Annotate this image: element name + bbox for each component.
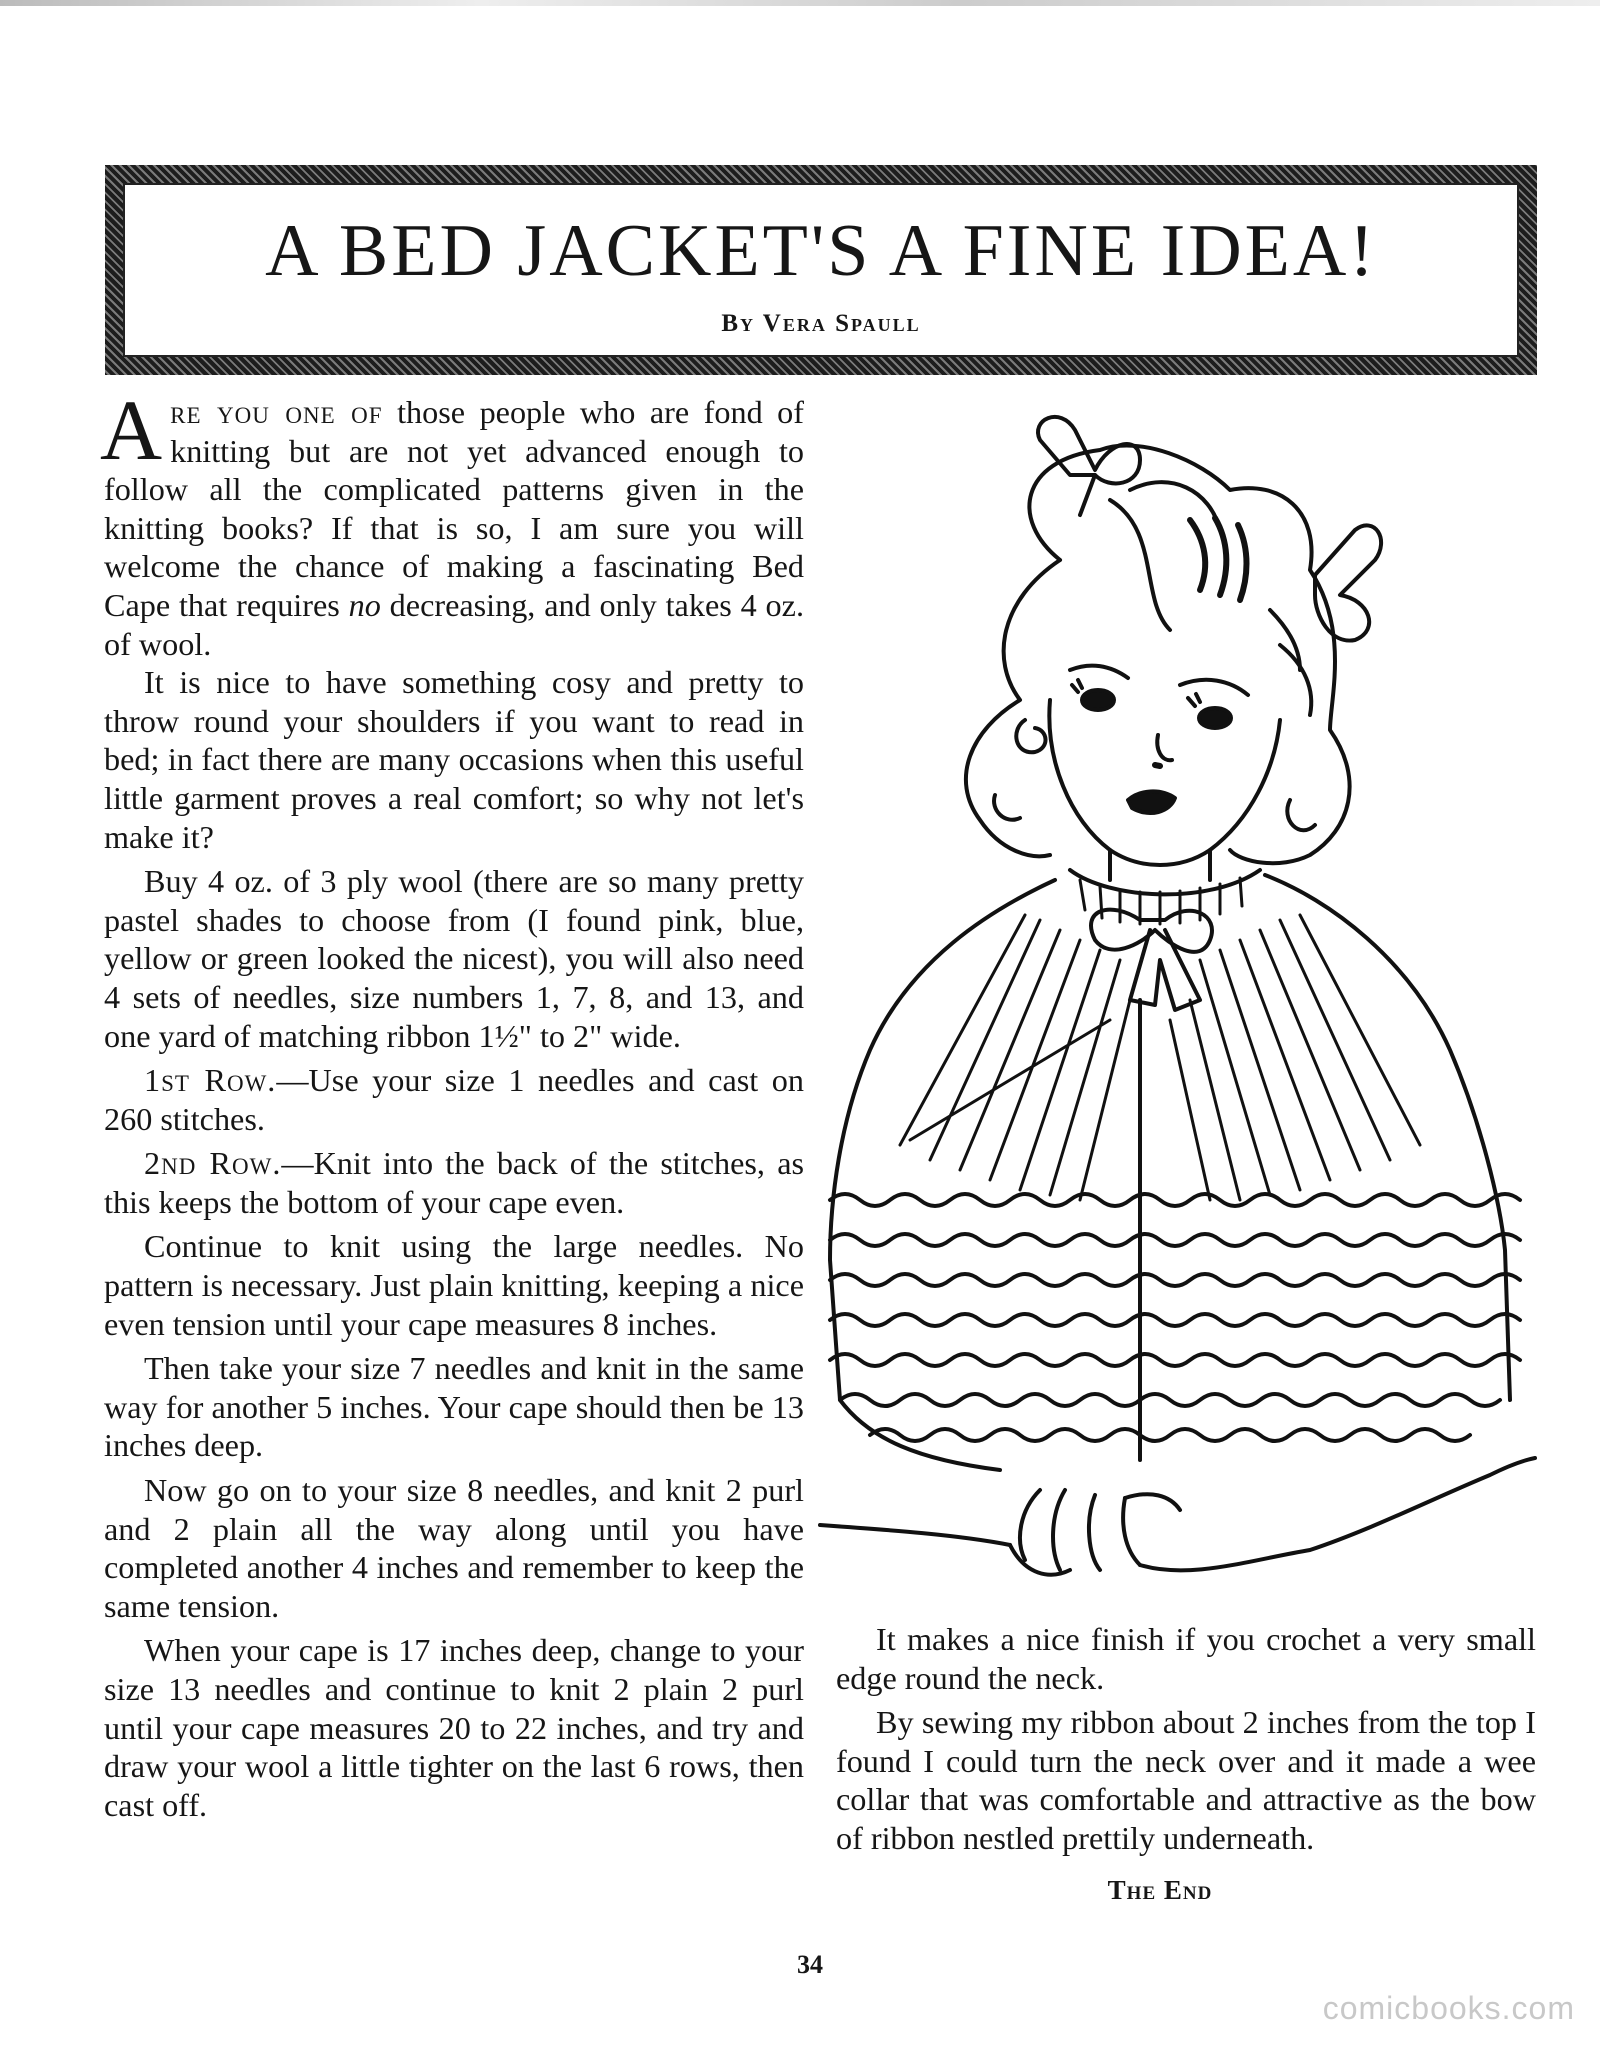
body-paragraph: It is nice to have something cosy and pretty to throw round your shoulders if you want to read in bed; in fact there are many occasions when this useful little garment proves a real comfort; so why not let's make it? [104, 664, 804, 855]
body-paragraph: Now go on to your size 8 needles, and knit 2 purl and 2 plain all the way along until you have completed another 4 inches and remember to keep the same tension. [104, 1472, 804, 1624]
row-label: 2nd Row. [144, 1145, 282, 1182]
intro-text: those people who are fond of knitting but are not yet advanced enough to follow all the complicated patterns given in the knitting books? If that is so, I am sure you will welcome the chance of making a fascinating Bed Cape that requires [104, 394, 804, 623]
left-column [100, 382, 805, 1830]
title-frame-inner [123, 183, 1519, 357]
body-paragraph: Buy 4 oz. of 3 ply wool (there are so many pretty pastel shades to choose from (I found pink, blue, yellow or green looked the nicest), you will also need 4 sets of needles, size numbers 1, 7, 8, and 13, and one yard of matching ribbon 1½" to 2" wide. [104, 863, 804, 1054]
intro-emphasis: no [348, 586, 381, 623]
intro-text-end: decreasing, and only takes 4 oz. of wool. [104, 586, 804, 662]
right-column [836, 1620, 1536, 1864]
the-end-label: The End [1107, 1875, 1213, 1905]
row-instruction [104, 1144, 804, 1221]
drop-cap: A [100, 382, 163, 478]
body-paragraph: Continue to knit using the large needles. No pattern is necessary. Just plain knitting, keeping a nice even tension until your cape measures 8 inches. [104, 1228, 804, 1342]
row-text: —Use your size 1 needles and cast on 260 stitches. [104, 1062, 804, 1137]
body-paragraph: When your cape is 17 inches deep, change to your size 13 needles and continue to knit 2 plain 2 purl until your cape measures 20 to 22 inches, and try and draw your wool a little tighter on the last 6 rows, then cast off. [104, 1632, 804, 1823]
body-paragraph: By sewing my ribbon about 2 inches from the top I found I could turn the neck over and it made a wee collar that was comfortable and attractive as the bow of ribbon nestled prettily underneath. [836, 1704, 1536, 1856]
body-paragraph: Then take your size 7 needles and knit in the same way for another 5 inches. Your cape should then be 13 inches deep. [104, 1350, 804, 1464]
row-text: —Knit into the back of the stitches, as this keeps the bottom of your cape even. [104, 1145, 805, 1220]
row-label: 1st Row. [144, 1062, 277, 1099]
intro-smallcaps: re you one of [170, 394, 383, 430]
girl-in-bed-cape-illustration [810, 400, 1550, 1600]
page-top-edge [0, 0, 1600, 6]
article-title: A BED JACKET'S A FINE IDEA! [265, 210, 1377, 292]
byline: By Vera Spaull [721, 310, 921, 337]
row-instruction [104, 1061, 804, 1138]
title-frame [105, 165, 1537, 375]
watermark: comicbooks.com [1322, 1990, 1575, 2026]
body-paragraph: It makes a nice finish if you crochet a very small edge round the neck. [836, 1621, 1536, 1696]
page-number: 34 [797, 1950, 823, 1979]
intro-paragraph [100, 382, 804, 663]
